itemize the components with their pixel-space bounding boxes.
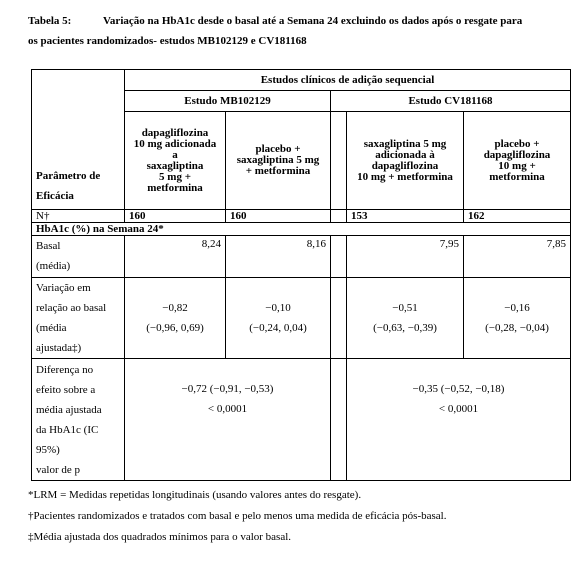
section-header: HbA1c (%) na Semana 24* (32, 223, 571, 236)
n-value: 160 (125, 210, 226, 223)
spacer-cell (331, 210, 347, 223)
change-value: −0,82 (162, 302, 188, 314)
arm4-line: 10 mg + (498, 159, 536, 172)
n-row (32, 210, 571, 223)
study1-header: Estudo MB102129 (125, 91, 331, 112)
change-value: −0,16 (504, 302, 530, 314)
arm3-line: adicionada à (375, 148, 435, 161)
change-ci: (−0,24, 0,04) (249, 322, 307, 334)
basal-row (32, 236, 571, 278)
arm1-line: dapagliflozina (141, 126, 209, 139)
arm3-header (347, 112, 464, 210)
basal-label (32, 236, 125, 278)
group-header-row (32, 70, 571, 91)
change-ci: (−0,96, 0,69) (146, 322, 204, 334)
n-value: 162 (464, 210, 571, 223)
change-value: −0,10 (265, 302, 291, 314)
spacer-cell (331, 236, 347, 278)
basal-label-line: (média) (36, 260, 71, 272)
diff-label-line: 95%) (36, 443, 60, 456)
change-label-line: Variação em (36, 282, 91, 294)
change-label-line: (média (36, 322, 67, 334)
caption-label: Tabela 5: (28, 15, 72, 27)
change-value: −0,51 (392, 302, 418, 314)
group-header: Estudos clínicos de adição sequencial (125, 70, 571, 91)
change-ci: (−0,63, −0,39) (373, 322, 437, 334)
footnote: *LRM = Medidas repetidas longitudinais (usando valores antes do resgate). (28, 489, 362, 501)
n-value: 160 (226, 210, 331, 223)
basal-value: 7,95 (347, 236, 464, 278)
diff-estimate: −0,72 (−0,91, −0,53) (181, 383, 274, 395)
change-cell (125, 278, 226, 359)
diff-estimate: −0,35 (−0,52, −0,18) (412, 383, 505, 395)
table-caption (28, 11, 573, 51)
arm2-header (226, 112, 331, 210)
param-header-line: Eficácia (36, 190, 74, 202)
study2-header: Estudo CV181168 (331, 91, 571, 112)
basal-label-line: Basal (36, 240, 61, 252)
basal-value: 8,24 (125, 236, 226, 278)
change-label-line: relação ao basal (36, 302, 107, 314)
param-header-line: Parâmetro de (36, 170, 101, 182)
arm3-line: 10 mg + metformina (357, 170, 453, 183)
change-ci: (−0,28, −0,04) (485, 322, 549, 334)
n-value: 153 (347, 210, 464, 223)
arm4-line: placebo + (494, 137, 540, 150)
spacer-cell (331, 359, 347, 481)
diff-label-line: média ajustada (36, 403, 102, 416)
arm2-line: + metformina (245, 165, 311, 177)
arm4-line: dapagliflozina (483, 148, 551, 161)
change-cell (226, 278, 331, 359)
section-row (32, 223, 571, 236)
arm1-line: saxagliptina (146, 159, 204, 172)
arm4-line: metformina (489, 170, 545, 183)
diff-row (32, 359, 571, 481)
spacer-cell (331, 278, 347, 359)
change-row (32, 278, 571, 359)
param-header-cell (32, 70, 125, 210)
arm4-header (464, 112, 571, 210)
diff-label-line: valor de p (36, 463, 80, 476)
diff-label-line: da HbA1c (IC (36, 423, 99, 436)
arm1-line: 5 mg + (159, 170, 191, 183)
arm3-line: dapagliflozina (371, 159, 439, 172)
change-label (32, 278, 125, 359)
basal-value: 7,85 (464, 236, 571, 278)
arm3-line: saxagliptina 5 mg (363, 137, 447, 150)
diff-p-value: < 0,0001 (207, 403, 248, 415)
change-cell (347, 278, 464, 359)
footnotes (28, 489, 573, 543)
caption-text-line2: os pacientes randomizados- estudos MB102129 e CV181168 (28, 35, 307, 47)
diff-study1 (125, 359, 331, 481)
diff-study2 (347, 359, 571, 481)
change-cell (464, 278, 571, 359)
footnote: †Pacientes randomizados e tratados com basal e pelo menos uma medida de eficácia pós-basal. (28, 510, 447, 522)
diff-label-line: Diferença no (36, 363, 94, 376)
change-label-line: ajustada‡) (36, 342, 82, 354)
spacer-cell (331, 112, 347, 210)
arm1-line: metformina (147, 181, 203, 194)
caption-text: Variação na HbA1c desde o basal até a Semana 24 excluindo os dados após o resgate para (103, 15, 523, 27)
diff-label (32, 359, 125, 481)
diff-label-line: efeito sobre a (36, 383, 96, 396)
arm1-line: a (172, 148, 178, 161)
efficacy-table (31, 69, 571, 481)
arm1-line: 10 mg adicionada (133, 137, 217, 150)
basal-value: 8,16 (226, 236, 331, 278)
footnote: ‡Média ajustada dos quadrados mínimos para o valor basal. (28, 531, 292, 543)
arm2-line: placebo + (255, 143, 301, 155)
arm2-line: saxagliptina 5 mg (236, 154, 320, 166)
n-label: N† (32, 210, 125, 223)
arm1-header (125, 112, 226, 210)
diff-p-value: < 0,0001 (438, 403, 479, 415)
